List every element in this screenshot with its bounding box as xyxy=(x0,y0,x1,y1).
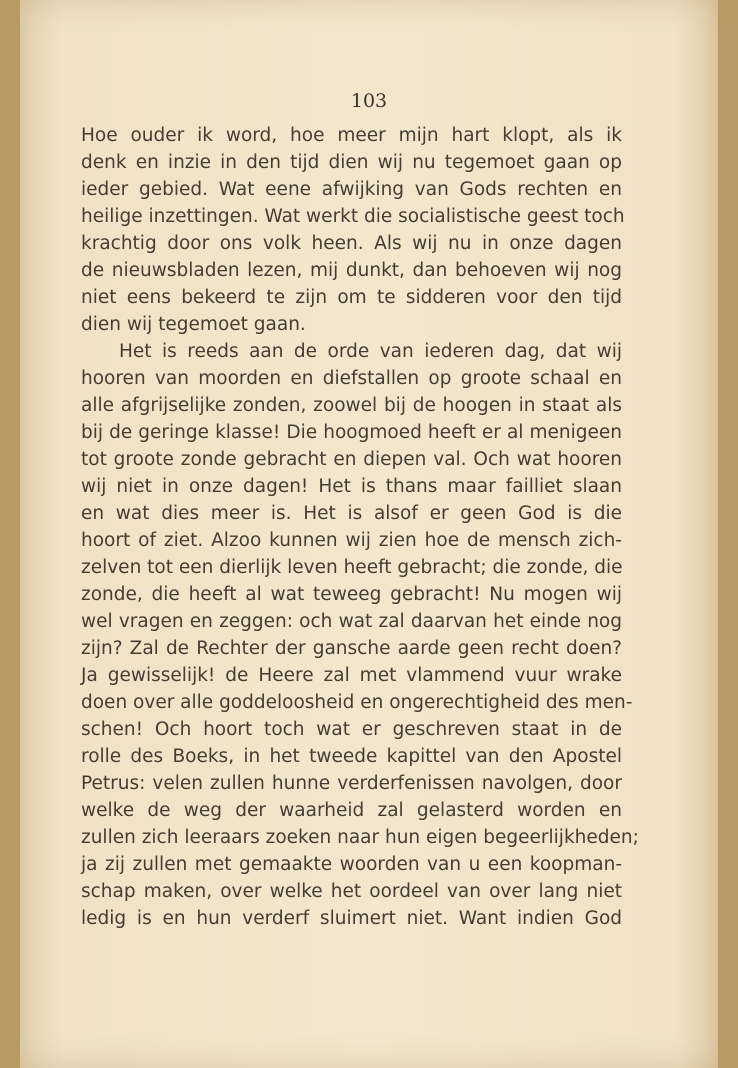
text-line: Hoe ouder ik word, hoe meer mijn hart klopt, als ik xyxy=(81,125,622,146)
text-line: heilige inzettingen. Wat werkt die socialistische geest toch xyxy=(81,206,625,227)
text-line: denk en inzie in den tijd dien wij nu tegemoet gaan op xyxy=(81,152,622,173)
book-page xyxy=(20,0,718,1068)
text-line: doen over alle goddeloosheid en ongerechtigheid des men- xyxy=(81,692,633,713)
text-line: niet eens bekeerd te zijn om te sidderen voor den tijd xyxy=(81,287,622,308)
text-line: Petrus: velen zullen hunne verderfenissen navolgen, door xyxy=(81,773,622,794)
text-line: schap maken, over welke het oordeel van over lang niet xyxy=(81,881,622,902)
text-line: ja zij zullen met gemaakte woorden van u een koopman- xyxy=(81,854,622,875)
text-line: ledig is en hun verderf sluimert niet. Want indien God xyxy=(81,908,622,929)
text-line: zullen zich leeraars zoeken naar hun eigen begeerlijkheden; xyxy=(81,827,639,848)
text-line: dien wij tegemoet gaan. xyxy=(81,314,306,335)
text-line: Ja gewisselijk! de Heere zal met vlammend vuur wrake xyxy=(81,665,622,686)
text-line: Het is reeds aan de orde van iederen dag, dat wij xyxy=(119,341,622,362)
text-line: rolle des Boeks, in het tweede kapittel van den Apostel xyxy=(81,746,622,767)
text-line: ieder gebied. Wat eene afwijking van Gods rechten en xyxy=(81,179,622,200)
text-line: zelven tot een dierlijk leven heeft gebracht; die zonde, die xyxy=(81,557,623,578)
text-line: bij de geringe klasse! Die hoogmoed heeft er al menigeen xyxy=(81,422,622,443)
text-line: wij niet in onze dagen! Het is thans maar failliet slaan xyxy=(81,476,622,497)
text-line: tot groote zonde gebracht en diepen val. Och wat hooren xyxy=(81,449,622,470)
text-line: krachtig door ons volk heen. Als wij nu in onze dagen xyxy=(81,233,622,254)
text-line: welke de weg der waarheid zal gelasterd worden en xyxy=(81,800,622,821)
text-line: hoort of ziet. Alzoo kunnen wij zien hoe de mensch zich- xyxy=(81,530,622,551)
text-line: alle afgrijselijke zonden, zoowel bij de hoogen in staat als xyxy=(81,395,622,416)
body-text xyxy=(81,122,639,932)
page-number: 103 xyxy=(350,90,388,112)
text-line: de nieuwsbladen lezen, mij dunkt, dan behoeven wij nog xyxy=(81,260,622,281)
text-line: en wat dies meer is. Het is alsof er geen God is die xyxy=(81,503,622,524)
text-line: wel vragen en zeggen: och wat zal daarvan het einde nog xyxy=(81,611,622,632)
text-line: hooren van moorden en diefstallen op groote schaal en xyxy=(81,368,622,389)
text-line: zijn? Zal de Rechter der gansche aarde geen recht doen? xyxy=(81,638,622,659)
text-line: schen! Och hoort toch wat er geschreven staat in de xyxy=(81,719,622,740)
text-line: zonde, die heeft al wat teweeg gebracht! Nu mogen wij xyxy=(81,584,622,605)
